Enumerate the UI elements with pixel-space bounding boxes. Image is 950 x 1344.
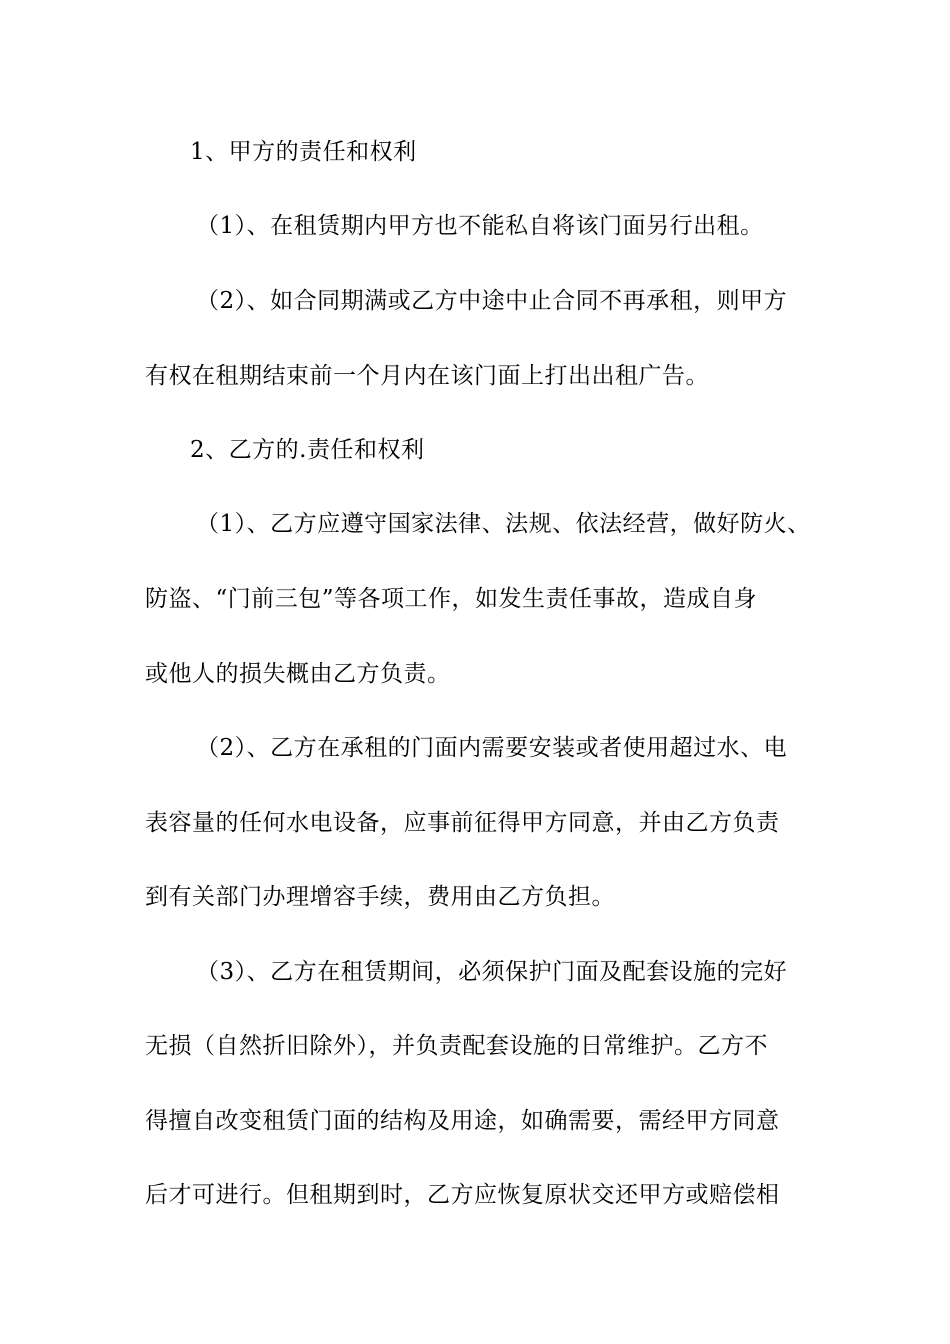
paragraph-line: 得擅自改变租赁门面的结构及用途，如确需要，需经甲方同意 — [145, 1108, 780, 1134]
section-heading: 2、乙方的.责任和权利 — [190, 437, 425, 463]
paragraph-line: 或他人的损失概由乙方负责。 — [145, 661, 451, 687]
paragraph-line: 防盗、“门前三包”等各项工作，如发生责任事故，造成自身 — [145, 586, 758, 612]
paragraph-line: 有权在租期结束前一个月内在该门面上打出出租广告。 — [145, 363, 709, 389]
paragraph-line: （2）、如合同期满或乙方中途中止合同不再承租，则甲方 — [196, 288, 788, 314]
paragraph-line: （3）、乙方在租赁期间，必须保护门面及配套设施的完好 — [196, 959, 788, 985]
paragraph-line: （1）、在租赁期内甲方也不能私自将该门面另行出租。 — [196, 213, 764, 239]
paragraph-line: 无损（自然折旧除外），并负责配套设施的日常维护。乙方不 — [145, 1033, 768, 1059]
paragraph-line: （1）、乙方应遵守国家法律、法规、依法经营，做好防火、 — [196, 511, 811, 537]
paragraph-line: 到有关部门办理增容手续，费用由乙方负担。 — [145, 884, 615, 910]
paragraph-line: （2）、乙方在承租的门面内需要安装或者使用超过水、电 — [196, 735, 788, 761]
paragraph-line: 后才可进行。但租期到时，乙方应恢复原状交还甲方或赔偿相 — [145, 1182, 780, 1208]
section-heading: 1、甲方的责任和权利 — [190, 139, 417, 165]
paragraph-line: 表容量的任何水电设备，应事前征得甲方同意，并由乙方负责 — [145, 810, 780, 836]
